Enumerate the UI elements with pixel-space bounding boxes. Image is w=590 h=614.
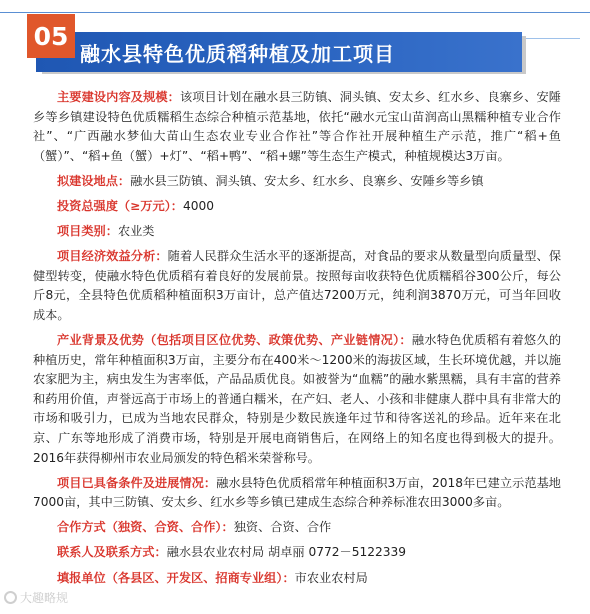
section-cooperation	[33, 518, 561, 538]
project-details	[33, 88, 561, 594]
section-text: 融水县三防镇、洞头镇、安太乡、红水乡、良寨乡、安陲乡等乡镇	[130, 173, 484, 188]
section-label: 项目已具备条件及进展情况：	[57, 475, 217, 490]
section-text: 随着人民群众生活水平的逐渐提高，对食品的要求从数量型向质量型、保健型转变，使融水特色优质稻有着良好的发展前景。按照每亩收获特色优质糯稻谷300公斤，每公斤8元，全县特色优质稻种植面积3万亩计，总产值达7200万元，纯利润3870万元，可当年回收成本。	[33, 249, 562, 322]
watermark-logo-icon	[4, 591, 17, 604]
section-number-badge: 05	[27, 14, 75, 58]
section-text: 独资、合资、合作	[233, 520, 332, 535]
section-economic-analysis	[33, 247, 561, 325]
section-text: 该项目计划在融水县三防镇、洞头镇、安太乡、红水乡、良寨乡、安陲乡等乡镇建设特色优质糯稻生态综合种植示范基地，依托“融水元宝山苗润高山黑糯种植专业合作社”、“广西融水梦仙大苗山生态农业专业合作社”等合作社开展种植生产示范，推广“稻+鱼（蟹）”、“稻+鱼（蟹）+灯”、“稻+鸭”、“稻+螺”等生态生产模式，种植规模达3万亩。	[33, 90, 561, 163]
section-contact	[33, 543, 561, 563]
section-industry-background	[33, 331, 561, 468]
section-text: 融水县农业农村局 胡卓丽 0772－5122339	[166, 545, 406, 560]
section-label: 拟建设地点：	[57, 173, 131, 188]
section-label: 产业背景及优势（包括项目区位优势、政策优势、产业链情况）：	[57, 333, 412, 348]
section-location	[33, 172, 561, 192]
header-divider	[0, 12, 590, 13]
watermark-text: 大趣略规	[20, 591, 69, 605]
section-reporting-unit	[33, 569, 561, 589]
section-label: 主要建设内容及规模：	[57, 90, 180, 104]
section-text: 融水特色优质稻有着悠久的种植历史，常年种植面积3万亩，主要分布在400米～1200米的海拔区域，生长环境优越，并以施农家肥为主，病虫发生为害率低，产品品质优良。如被誉为“血糯”的融水紫黑糯，具有丰富的营养和药用价值，声誉远高于市场上的普通白糯米，在产妇、老人、小孩和非健康人群中具有非常大的市场和吸引力，已成为当地农民群众，特别是少数民族逢年过节和待客送礼的珍品。近年来在北京、广东等地形成了消费市场，特别是开展电商销售后，在网络上的知名度也得到极大的提升。2016年获得柳州市农业局颁发的特色稻米荣誉称号。	[33, 333, 562, 465]
section-label: 填报单位（各县区、开发区、招商专业组）：	[57, 570, 295, 585]
section-label: 合作方式（独资、合资、合作）：	[57, 520, 234, 535]
watermark	[4, 589, 68, 606]
section-investment	[33, 197, 561, 217]
section-text: 市农业农村局	[294, 570, 368, 585]
section-label: 投资总强度（≥万元）：	[57, 198, 183, 213]
section-label: 联系人及联系方式：	[57, 545, 167, 560]
section-construction-content	[33, 88, 561, 166]
section-label: 项目类别：	[57, 224, 118, 239]
section-progress	[33, 474, 561, 513]
section-text: 农业类	[117, 224, 155, 239]
section-text: 4000	[183, 198, 215, 213]
section-label: 项目经济效益分析：	[57, 249, 168, 264]
page-title: 融水县特色优质稻种植及加工项目	[36, 32, 522, 72]
section-category	[33, 222, 561, 242]
section-text: 融水县特色优质稻常年种植面积3万亩，2018年已建立示范基地7000亩，其中三防镇、安太乡、红水乡等乡镇已建成生态综合种养标准农田3000多亩。	[33, 475, 561, 510]
page-header	[0, 0, 590, 80]
